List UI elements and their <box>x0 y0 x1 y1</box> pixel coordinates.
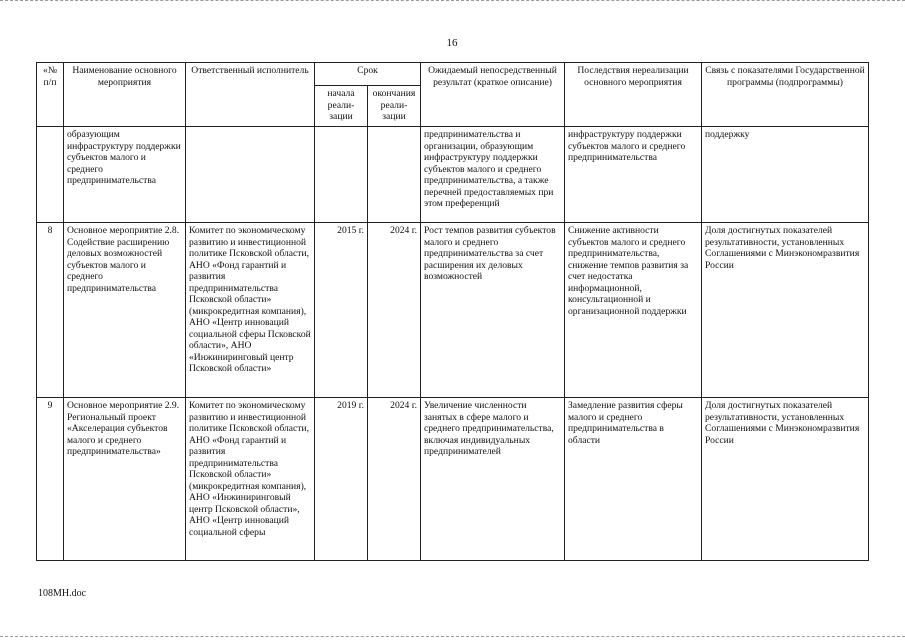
scan-bottom-edge <box>0 636 905 639</box>
table-row <box>37 127 869 223</box>
table-row <box>37 223 869 398</box>
cell-end: 2024 г. <box>368 398 421 561</box>
cell-name: Основное мероприятие 2.9. Региональный проект «Акселерация субъектов малого и среднего предпринимательства» <box>64 398 186 561</box>
cell-consequences: Замедление развития сферы малого и среднего предпринимательства в области <box>565 398 702 561</box>
cell-name: Основное мероприятие 2.8. Содействие расширению деловых возможностей субъектов малого и среднего предпринимательства <box>64 223 186 398</box>
cell-consequences: Снижение активности субъектов малого и среднего предпринимательства, снижение темпов развития за счет недостатка информационной, консультационной и организационной поддержки <box>565 223 702 398</box>
cell-responsible: Комитет по экономическому развитию и инвестиционной политике Псковской области, АНО «Фонд гарантий и развития предпринимательства Псковской области» (микрокредитная компания), АНО «Центр инноваций социальной сферы Псковской области», АНО «Инжиниринговый центр Псковской области» <box>186 223 315 398</box>
header-consequences: Последствия нереализации основного мероприятия <box>565 63 702 127</box>
page-number: 16 <box>446 37 458 49</box>
table-header <box>37 63 869 127</box>
cell-start: 2015 г. <box>315 223 368 398</box>
document-filename: 108МН.doc <box>38 588 87 599</box>
cell-end <box>368 127 421 223</box>
cell-start: 2019 г. <box>315 398 368 561</box>
header-name: Наименование основного мероприятия <box>64 63 186 127</box>
cell-link: Доля достигнутых показателей результативности, установленных Соглашениями с Минэкономразвития России <box>702 398 869 561</box>
header-term: Срок <box>315 63 421 86</box>
cell-start <box>315 127 368 223</box>
cell-num <box>37 127 64 223</box>
table-row <box>37 398 869 561</box>
cell-link: поддержку <box>702 127 869 223</box>
cell-result: Увеличение численности занятых в сфере малого и среднего предпринимательства, включая индивидуальных предпринимателей <box>421 398 565 561</box>
header-term-start: начала реали-зации <box>315 86 368 127</box>
scan-top-edge <box>0 0 905 3</box>
cell-responsible <box>186 127 315 223</box>
header-term-end: окончания реали-зации <box>368 86 421 127</box>
cell-responsible: Комитет по экономическому развитию и инвестиционной политике Псковской области, АНО «Фонд гарантий и развития предпринимательства Псковской области» (микрокредитная компания), АНО «Инжиниринговый центр Псковской области», АНО «Центр инноваций социальной сферы <box>186 398 315 561</box>
cell-link: Доля достигнутых показателей результативности, установленных Соглашениями с Минэкономразвития России <box>702 223 869 398</box>
cell-num: 8 <box>37 223 64 398</box>
cell-result: Рост темпов развития субъектов малого и среднего предпринимательства за счет расширения их деловых возможностей <box>421 223 565 398</box>
header-result: Ожидаемый непосредственный результат (краткое описание) <box>421 63 565 127</box>
header-num: «№ п/п <box>37 63 64 127</box>
cell-end: 2024 г. <box>368 223 421 398</box>
cell-name: образующим инфраструктуру поддержки субъектов малого и среднего предпринимательства <box>64 127 186 223</box>
header-responsible: Ответственный исполнитель <box>186 63 315 127</box>
header-link: Связь с показателями Государственной программы (подпрограммы) <box>702 63 869 127</box>
measures-table <box>36 62 869 561</box>
cell-result: предпринимательства и организации, образующим инфраструктуру поддержки субъектов малого и среднего предпринимательства, а также перечней предоставляемых при этом преференций <box>421 127 565 223</box>
cell-consequences: инфраструктуру поддержки субъектов малого и среднего предпринимательства <box>565 127 702 223</box>
cell-num: 9 <box>37 398 64 561</box>
